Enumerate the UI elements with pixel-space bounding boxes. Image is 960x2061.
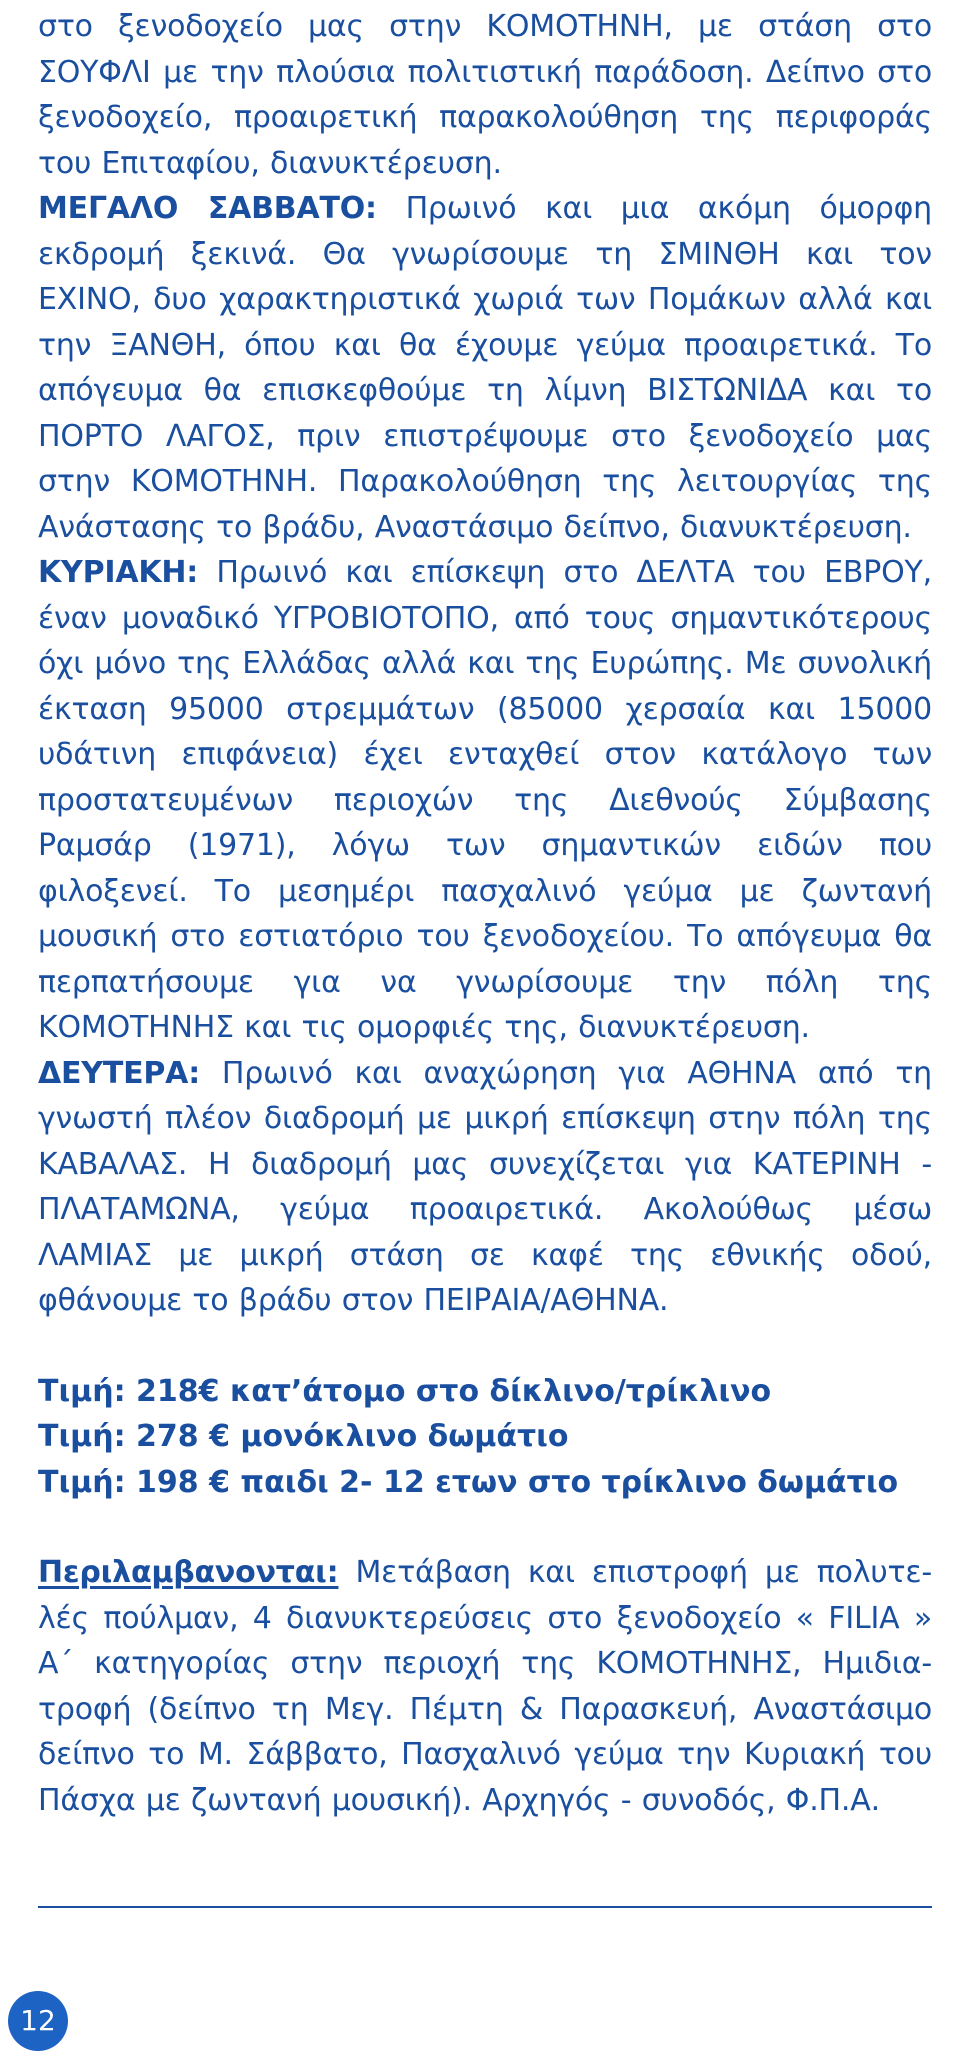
sunday-label: ΚΥΡΙΑΚΗ:: [38, 555, 199, 590]
page-number-badge: 12: [8, 1991, 68, 2051]
price-double-triple: Τιμή: 218€ κατ’άτομο στο δίκλινο/τρίκλινο: [38, 1373, 772, 1409]
price-single: Τιμή: 278 € μονόκλινο δωμάτιο: [38, 1419, 569, 1454]
saturday-paragraph: [38, 186, 932, 550]
price-child: Τιμή: 198 € παιδι 2- 12 ετων στο τρίκλινο δωμάτιο: [38, 1464, 899, 1500]
intro-text: στο ξενοδοχείο μας στην ΚΟΜΟΤΗΝΗ, με στάση στο ΣΟΥΦΛΙ με την πλούσια πολιτιστική παράδοση. Δείπνο στο ξενοδοχείο, προαιρετική παρακολούθηση της περιφοράς του Επιταφίου, διανυκτέρευση.: [38, 9, 932, 181]
includes-text: Μετάβαση και επιστροφή με πολυτε-λές πούλμαν, 4 διανυκτερεύσεις στο ξενοδοχείο « FILIA » Α΄ κατηγορίας στην περιοχή της ΚΟΜΟΤΗΝΗΣ, Ημιδια-τροφή (δείπνο τη Μεγ. Πέμτη & Παρασκευή, Αναστάσιμο δείπνο το Μ. Σάββατο, Πασχαλινό γεύμα την Κυριακή του Πάσχα με ζωντανή μουσική). Αρχηγός - συνοδός, Φ.Π.Α.: [38, 1555, 932, 1818]
saturday-label: ΜΕΓΑΛΟ ΣΑΒΒΑΤΟ:: [38, 191, 377, 226]
itinerary-text: [38, 4, 932, 1823]
includes-label: Περιλαμβανονται:: [38, 1555, 339, 1590]
sunday-paragraph: [38, 550, 932, 1051]
monday-text: Πρωινό και αναχώρηση για ΑΘΗΝΑ από τη γνωστή πλέον διαδρομή με μικρή επίσκεψη στην πόλη της ΚΑΒΑΛΑΣ. Η διαδρομή μας συνεχίζεται για ΚΑΤΕΡΙΝΗ - ΠΛΑΤΑΜΩΝΑ, γεύμα προαιρετικά. Ακολούθως μέσω ΛΑΜΙΑΣ με μικρή στάση σε καφέ της εθνικής οδού, φθάνουμε το βράδυ στον ΠΕΙΡΑΙΑ/ΑΘΗΝΑ.: [38, 1055, 932, 1318]
sunday-text: Πρωινό και επίσκεψη στο ΔΕΛΤΑ του ΕΒΡΟΥ, έναν μοναδικό ΥΓΡΟΒΙΟΤΟΠΟ, από τους σημαντικότερους όχι μόνο της Ελλάδας αλλά και της Ευρώπης. Με συνολική έκταση 95000 στρεμμάτων (85000 χερσαία και 15000 υδάτινη επιφάνεια) έχει ενταχθεί στον κατάλογο των προστατευμένων περιοχών της Διεθνούς Σύμβασης Ραμσάρ (1971), λόγω των σημαντικών ειδών που φιλοξενεί. Το μεσημέρι πασχαλινό γεύμα με ζωντανή μουσική στο εστιατόριο του ξενοδοχείου. Το απόγευμα θα περπατήσουμε για να γνωρίσουμε την πόλη της ΚΟΜΟΤΗΝΗΣ και τις ομορφιές της, διανυκτέρευση.: [38, 555, 932, 1045]
footer-divider: [38, 1906, 932, 1908]
includes-paragraph: [38, 1550, 932, 1823]
saturday-text: Πρωινό και μια ακόμη όμορφη εκδρομή ξεκινά. Θα γνωρίσουμε τη ΣΜΙΝΘΗ και τον ΕΧΙΝΟ, δυο χαρακτηριστικά χωριά των Πομάκων αλλά και την ΞΑΝΘΗ, όπου και θα έχουμε γεύμα προαιρετικά. Το απόγευμα θα επισκεφθούμε τη λίμνη ΒΙΣΤΩΝΙΔΑ και το ΠΟΡΤΟ ΛΑΓΟΣ, πριν επιστρέψουμε στο ξενοδοχείο μας στην ΚΟΜΟΤΗΝΗ. Παρακολούθηση της λειτουργίας της Ανάστασης το βράδυ, Αναστάσιμο δείπνο, διανυκτέρευση.: [38, 191, 932, 545]
monday-paragraph: [38, 1051, 932, 1324]
monday-label: ΔΕΥΤΕΡΑ:: [38, 1055, 200, 1091]
price-list: [38, 1369, 932, 1506]
intro-paragraph: [38, 4, 932, 186]
